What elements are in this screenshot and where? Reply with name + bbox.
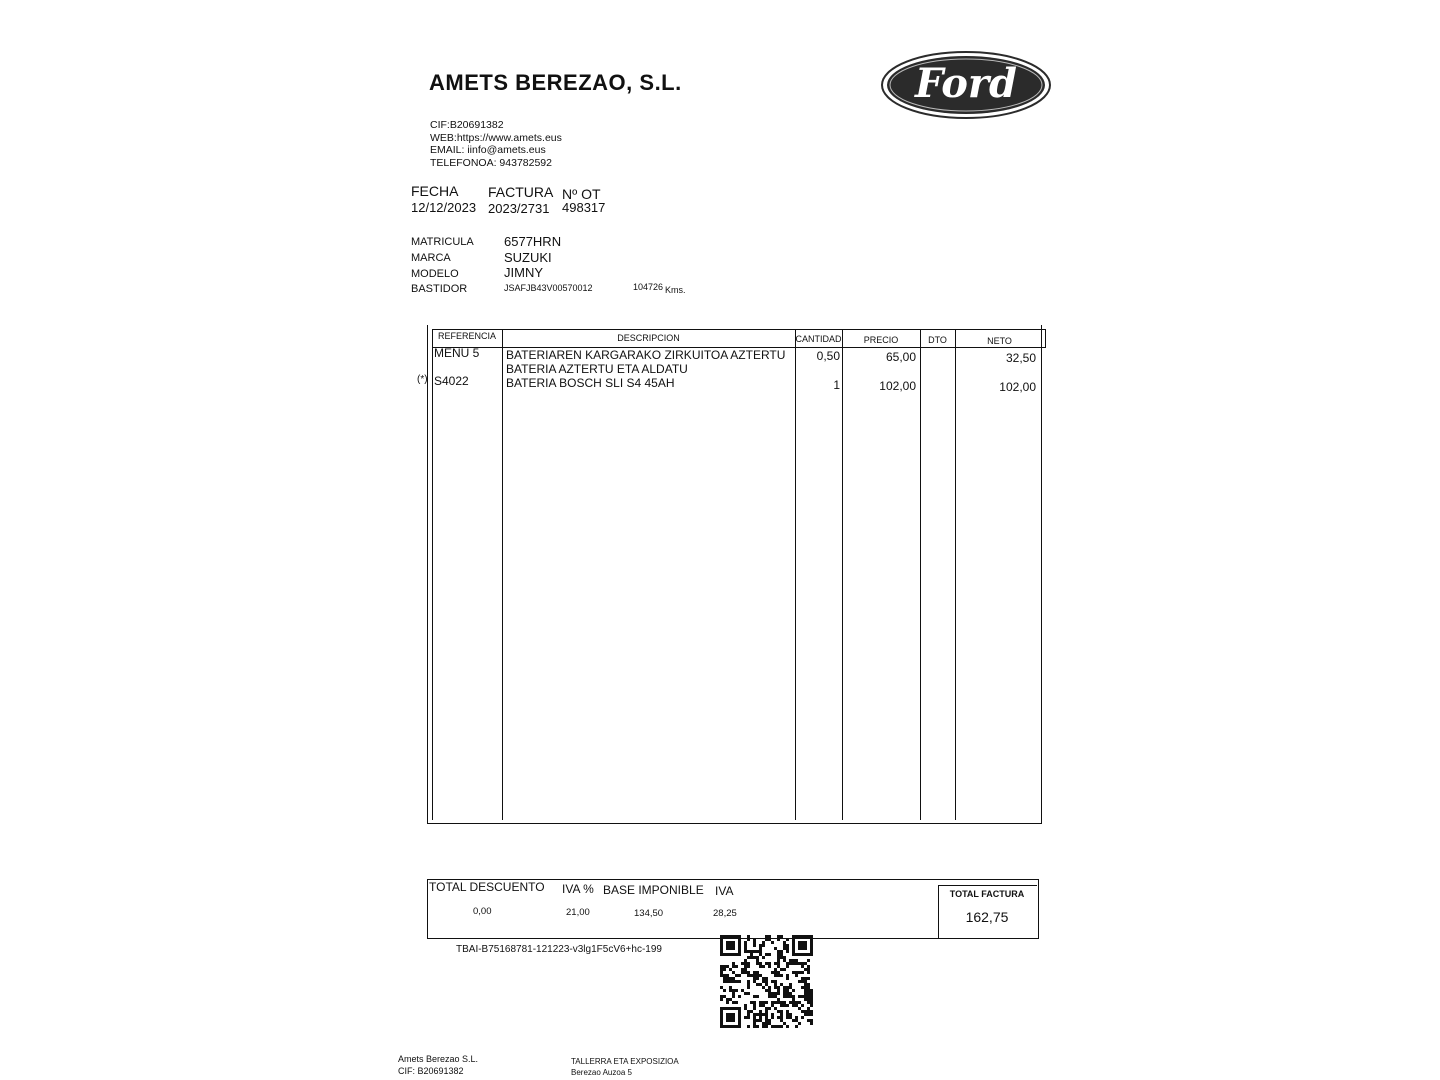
items-table — [427, 325, 1042, 824]
col-divider — [432, 329, 433, 820]
iva-value: 28,25 — [713, 908, 737, 919]
qr-code-icon — [720, 935, 814, 1038]
company-name: AMETS BEREZAO, S.L. — [429, 70, 682, 95]
footer-left — [398, 1053, 478, 1077]
col-divider — [795, 329, 796, 820]
th-precio: PRECIO — [863, 335, 899, 345]
marca-value: SUZUKI — [504, 250, 552, 265]
th-neto: NETO — [987, 336, 1012, 346]
footer-taller: TALLERRA ETA EXPOSIZIOA — [571, 1057, 679, 1066]
bastidor-value: JSAFJB43V00570012 — [504, 283, 593, 293]
ot-value: 498317 — [562, 200, 606, 215]
ford-oval-logo-icon — [880, 50, 1052, 125]
bastidor-label: BASTIDOR — [411, 283, 468, 295]
cell-neto: 102,00 — [999, 380, 1036, 394]
total-factura-label: TOTAL FACTURA — [949, 889, 1025, 899]
company-phone: TELEFONOA: 943782592 — [430, 156, 552, 169]
company-email: EMAIL: iinfo@amets.eus — [430, 144, 546, 156]
cell-marker: (*) — [417, 374, 428, 385]
total-descuento-label: TOTAL DESCUENTO — [429, 880, 545, 894]
cell-precio: 65,00 — [885, 350, 916, 364]
th-dto: DTO — [928, 335, 947, 345]
cell-cantidad: 1 — [833, 378, 840, 392]
col-divider — [920, 329, 921, 820]
matricula-label: MATRICULA — [411, 236, 474, 248]
factura-value: 2023/2731 — [488, 201, 550, 216]
cell-precio: 102,00 — [879, 379, 916, 393]
cell-neto: 32,50 — [1005, 351, 1036, 365]
cell-descripcion: BATERIA BOSCH SLI S4 45AH — [506, 376, 675, 390]
marca-label: MARCA — [411, 252, 451, 264]
tbai-code: TBAI-B75168781-121223-v3lg1F5cV6+hc-199 — [456, 944, 662, 955]
total-descuento-value: 0,00 — [473, 906, 492, 917]
company-contact — [430, 119, 562, 169]
footer-right — [571, 1056, 679, 1078]
footer-address: Berezao Auzoa 5 — [571, 1068, 632, 1077]
base-imponible-value: 134,50 — [634, 908, 664, 919]
cell-descripcion-line2: BATERIA AZTERTU ETA ALDATU — [506, 362, 688, 376]
th-referencia: REFERENCIA — [437, 331, 496, 341]
kms-unit: Kms. — [665, 285, 686, 295]
col-divider — [955, 329, 956, 820]
iva-label: IVA — [715, 884, 734, 898]
modelo-value: JIMNY — [504, 265, 543, 280]
iva-pct-label: IVA % — [562, 882, 594, 896]
th-cantidad: CANTIDAD — [795, 334, 842, 344]
base-imponible-label: BASE IMPONIBLE — [603, 883, 704, 897]
col-divider — [842, 329, 843, 820]
fecha-label: FECHA — [411, 183, 459, 199]
company-cif: CIF:B20691382 — [430, 119, 504, 131]
ot-label: Nº OT — [562, 186, 601, 202]
ford-logo-text: Ford — [915, 60, 1017, 107]
col-divider — [502, 329, 503, 820]
th-descripcion: DESCRIPCION — [617, 333, 680, 343]
fecha-value: 12/12/2023 — [411, 200, 477, 215]
total-factura-value: 162,75 — [965, 909, 1009, 925]
company-web: WEB:https://www.amets.eus — [430, 131, 562, 144]
cell-cantidad: 0,50 — [816, 349, 840, 363]
modelo-label: MODELO — [411, 268, 459, 280]
factura-label: FACTURA — [488, 184, 554, 200]
kms-value: 104726 — [633, 282, 664, 292]
footer-cif: CIF: B20691382 — [398, 1066, 464, 1076]
iva-pct-value: 21,00 — [566, 907, 590, 918]
footer-company: Amets Berezao S.L. — [398, 1054, 479, 1064]
cell-referencia: MENU 5 — [434, 346, 480, 360]
matricula-value: 6577HRN — [504, 234, 562, 249]
cell-descripcion: BATERIAREN KARGARAKO ZIRKUITOA AZTERTU — [506, 348, 786, 362]
cell-referencia: S4022 — [434, 374, 469, 388]
